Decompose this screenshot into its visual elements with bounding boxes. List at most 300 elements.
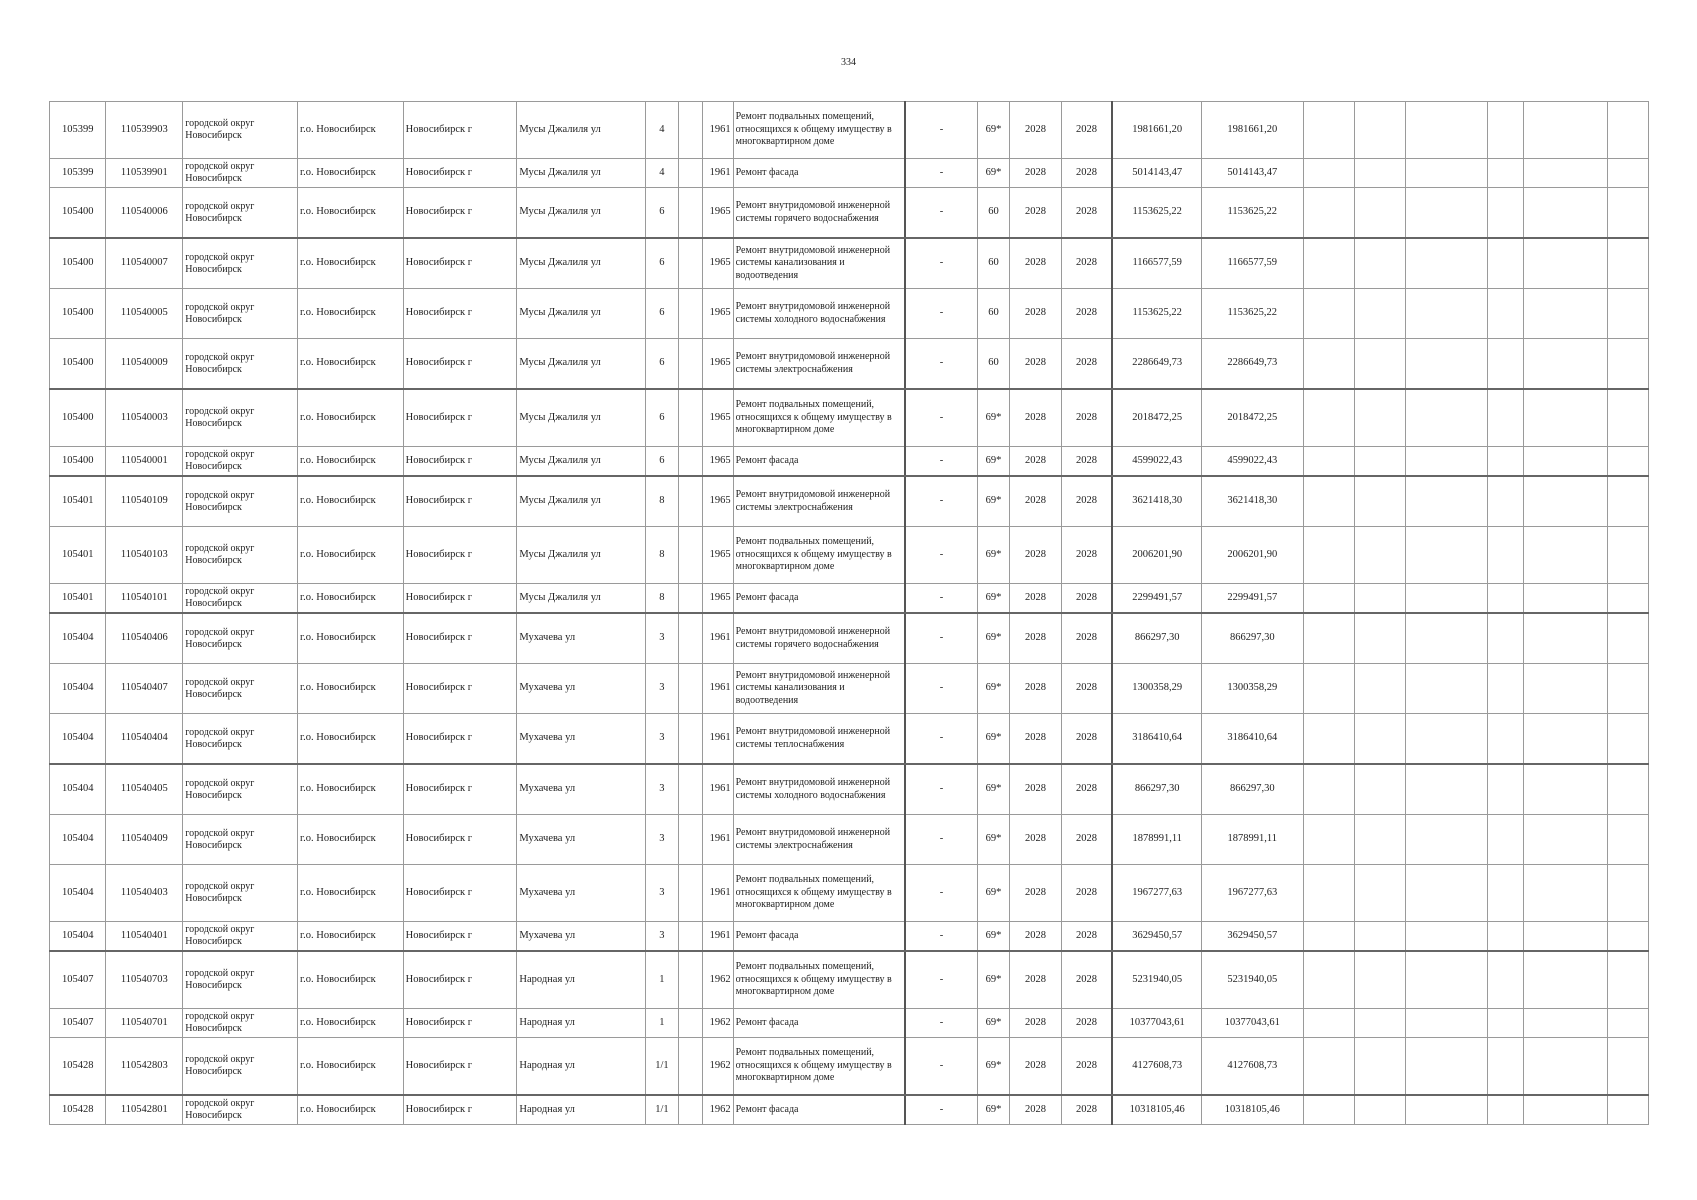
- work-type-cell: Ремонт внутридомовой инженерной системы теплоснабжения: [733, 714, 905, 765]
- municipality-cell: г.о. Новосибирск: [298, 1095, 404, 1125]
- work-type-cell: Ремонт фасада: [733, 1009, 905, 1038]
- empty-cell: [1523, 865, 1607, 922]
- district-cell: городской округ Новосибирск: [183, 584, 298, 614]
- commission-year-cell: 1965: [702, 527, 733, 584]
- building-number-cell: [679, 102, 703, 159]
- empty-cell: [1354, 188, 1405, 239]
- street-cell: Мусы Джалиля ул: [517, 476, 645, 527]
- year-to-cell: 2028: [1061, 951, 1112, 1009]
- object-code-cell: 110540003: [106, 389, 183, 447]
- year-from-cell: 2028: [1010, 476, 1061, 527]
- municipality-cell: г.о. Новосибирск: [298, 527, 404, 584]
- row-id-cell: 105404: [50, 815, 106, 865]
- settlement-cell: Новосибирск г: [403, 476, 517, 527]
- wear-percent-cell: 69*: [977, 159, 1010, 188]
- cost-cell: 866297,30: [1112, 764, 1201, 815]
- empty-cell: [1354, 584, 1405, 614]
- dash-value-cell: -: [905, 1038, 977, 1096]
- object-code-cell: 110540001: [106, 447, 183, 477]
- building-number-cell: [679, 159, 703, 188]
- municipality-cell: г.о. Новосибирск: [298, 1038, 404, 1096]
- year-from-cell: 2028: [1010, 389, 1061, 447]
- street-cell: Мусы Джалиля ул: [517, 389, 645, 447]
- empty-cell: [1523, 613, 1607, 664]
- year-from-cell: 2028: [1010, 613, 1061, 664]
- year-from-cell: 2028: [1010, 922, 1061, 952]
- building-number-cell: [679, 447, 703, 477]
- cost-cell: 2286649,73: [1112, 339, 1201, 390]
- table-row: [50, 584, 1649, 614]
- empty-cell: [1488, 951, 1524, 1009]
- cost-total-cell: 4599022,43: [1202, 447, 1303, 477]
- year-from-cell: 2028: [1010, 188, 1061, 239]
- year-from-cell: 2028: [1010, 865, 1061, 922]
- empty-cell: [1523, 447, 1607, 477]
- object-code-cell: 110540009: [106, 339, 183, 390]
- street-cell: Мусы Джалиля ул: [517, 527, 645, 584]
- wear-percent-cell: 69*: [977, 1038, 1010, 1096]
- empty-cell: [1406, 951, 1488, 1009]
- year-to-cell: 2028: [1061, 613, 1112, 664]
- district-cell: городской округ Новосибирск: [183, 339, 298, 390]
- district-cell: городской округ Новосибирск: [183, 447, 298, 477]
- settlement-cell: Новосибирск г: [403, 447, 517, 477]
- house-number-cell: 6: [645, 447, 679, 477]
- building-number-cell: [679, 951, 703, 1009]
- municipality-cell: г.о. Новосибирск: [298, 815, 404, 865]
- empty-cell: [1406, 339, 1488, 390]
- empty-cell: [1607, 613, 1648, 664]
- wear-percent-cell: 69*: [977, 815, 1010, 865]
- work-type-cell: Ремонт внутридомовой инженерной системы канализования и водоотведения: [733, 664, 905, 714]
- district-cell: городской округ Новосибирск: [183, 527, 298, 584]
- district-cell: городской округ Новосибирск: [183, 764, 298, 815]
- year-to-cell: 2028: [1061, 476, 1112, 527]
- cost-total-cell: 5231940,05: [1202, 951, 1303, 1009]
- empty-cell: [1303, 865, 1354, 922]
- empty-cell: [1303, 289, 1354, 339]
- empty-cell: [1303, 447, 1354, 477]
- house-number-cell: 1/1: [645, 1095, 679, 1125]
- municipality-cell: г.о. Новосибирск: [298, 188, 404, 239]
- year-from-cell: 2028: [1010, 714, 1061, 765]
- table-row: [50, 714, 1649, 765]
- empty-cell: [1354, 1009, 1405, 1038]
- empty-cell: [1406, 1009, 1488, 1038]
- municipality-cell: г.о. Новосибирск: [298, 1009, 404, 1038]
- building-number-cell: [679, 815, 703, 865]
- empty-cell: [1354, 159, 1405, 188]
- empty-cell: [1488, 1009, 1524, 1038]
- year-from-cell: 2028: [1010, 815, 1061, 865]
- wear-percent-cell: 69*: [977, 922, 1010, 952]
- object-code-cell: 110540409: [106, 815, 183, 865]
- row-id-cell: 105404: [50, 764, 106, 815]
- wear-percent-cell: 69*: [977, 389, 1010, 447]
- empty-cell: [1607, 389, 1648, 447]
- year-to-cell: 2028: [1061, 865, 1112, 922]
- work-type-cell: Ремонт внутридомовой инженерной системы горячего водоснабжения: [733, 613, 905, 664]
- empty-cell: [1488, 188, 1524, 239]
- empty-cell: [1607, 865, 1648, 922]
- commission-year-cell: 1965: [702, 289, 733, 339]
- year-to-cell: 2028: [1061, 447, 1112, 477]
- cost-cell: 4127608,73: [1112, 1038, 1201, 1096]
- settlement-cell: Новосибирск г: [403, 1038, 517, 1096]
- wear-percent-cell: 69*: [977, 102, 1010, 159]
- row-id-cell: 105401: [50, 527, 106, 584]
- empty-cell: [1303, 476, 1354, 527]
- table-row: [50, 527, 1649, 584]
- cost-total-cell: 2006201,90: [1202, 527, 1303, 584]
- year-from-cell: 2028: [1010, 527, 1061, 584]
- district-cell: городской округ Новосибирск: [183, 714, 298, 765]
- house-number-cell: 8: [645, 527, 679, 584]
- municipality-cell: г.о. Новосибирск: [298, 764, 404, 815]
- empty-cell: [1354, 714, 1405, 765]
- year-to-cell: 2028: [1061, 714, 1112, 765]
- settlement-cell: Новосибирск г: [403, 102, 517, 159]
- empty-cell: [1354, 476, 1405, 527]
- cost-total-cell: 866297,30: [1202, 613, 1303, 664]
- house-number-cell: 3: [645, 714, 679, 765]
- row-id-cell: 105428: [50, 1095, 106, 1125]
- row-id-cell: 105407: [50, 1009, 106, 1038]
- empty-cell: [1488, 613, 1524, 664]
- dash-value-cell: -: [905, 447, 977, 477]
- dash-value-cell: -: [905, 102, 977, 159]
- wear-percent-cell: 69*: [977, 584, 1010, 614]
- building-number-cell: [679, 476, 703, 527]
- table-row: [50, 865, 1649, 922]
- object-code-cell: 110540006: [106, 188, 183, 239]
- building-number-cell: [679, 664, 703, 714]
- municipality-cell: г.о. Новосибирск: [298, 922, 404, 952]
- table-row: [50, 102, 1649, 159]
- empty-cell: [1523, 922, 1607, 952]
- commission-year-cell: 1962: [702, 1038, 733, 1096]
- street-cell: Мухачева ул: [517, 764, 645, 815]
- street-cell: Мусы Джалиля ул: [517, 339, 645, 390]
- wear-percent-cell: 69*: [977, 476, 1010, 527]
- dash-value-cell: -: [905, 1095, 977, 1125]
- municipality-cell: г.о. Новосибирск: [298, 664, 404, 714]
- wear-percent-cell: 69*: [977, 613, 1010, 664]
- year-to-cell: 2028: [1061, 584, 1112, 614]
- municipality-cell: г.о. Новосибирск: [298, 447, 404, 477]
- settlement-cell: Новосибирск г: [403, 613, 517, 664]
- table-row: [50, 339, 1649, 390]
- settlement-cell: Новосибирск г: [403, 815, 517, 865]
- dash-value-cell: -: [905, 389, 977, 447]
- cost-total-cell: 10318105,46: [1202, 1095, 1303, 1125]
- settlement-cell: Новосибирск г: [403, 289, 517, 339]
- empty-cell: [1607, 447, 1648, 477]
- row-id-cell: 105404: [50, 865, 106, 922]
- work-type-cell: Ремонт фасада: [733, 447, 905, 477]
- empty-cell: [1523, 159, 1607, 188]
- empty-cell: [1488, 289, 1524, 339]
- cost-cell: 3186410,64: [1112, 714, 1201, 765]
- table-row: [50, 1009, 1649, 1038]
- commission-year-cell: 1962: [702, 1095, 733, 1125]
- cost-cell: 10377043,61: [1112, 1009, 1201, 1038]
- house-number-cell: 3: [645, 613, 679, 664]
- cost-cell: 10318105,46: [1112, 1095, 1201, 1125]
- street-cell: Народная ул: [517, 1038, 645, 1096]
- building-number-cell: [679, 584, 703, 614]
- cost-cell: 2006201,90: [1112, 527, 1201, 584]
- row-id-cell: 105401: [50, 476, 106, 527]
- house-number-cell: 8: [645, 476, 679, 527]
- cost-cell: 1153625,22: [1112, 289, 1201, 339]
- empty-cell: [1354, 613, 1405, 664]
- district-cell: городской округ Новосибирск: [183, 951, 298, 1009]
- empty-cell: [1354, 922, 1405, 952]
- cost-cell: 3629450,57: [1112, 922, 1201, 952]
- municipality-cell: г.о. Новосибирск: [298, 339, 404, 390]
- cost-cell: 1878991,11: [1112, 815, 1201, 865]
- table-row: [50, 476, 1649, 527]
- municipality-cell: г.о. Новосибирск: [298, 476, 404, 527]
- object-code-cell: 110540405: [106, 764, 183, 815]
- year-from-cell: 2028: [1010, 1095, 1061, 1125]
- commission-year-cell: 1965: [702, 238, 733, 289]
- wear-percent-cell: 69*: [977, 527, 1010, 584]
- work-type-cell: Ремонт внутридомовой инженерной системы холодного водоснабжения: [733, 289, 905, 339]
- commission-year-cell: 1961: [702, 664, 733, 714]
- year-to-cell: 2028: [1061, 664, 1112, 714]
- object-code-cell: 110542801: [106, 1095, 183, 1125]
- object-code-cell: 110540005: [106, 289, 183, 339]
- house-number-cell: 6: [645, 389, 679, 447]
- empty-cell: [1406, 476, 1488, 527]
- settlement-cell: Новосибирск г: [403, 714, 517, 765]
- empty-cell: [1303, 339, 1354, 390]
- table-row: [50, 447, 1649, 477]
- empty-cell: [1354, 865, 1405, 922]
- street-cell: Народная ул: [517, 1009, 645, 1038]
- settlement-cell: Новосибирск г: [403, 159, 517, 188]
- street-cell: Мухачева ул: [517, 922, 645, 952]
- year-from-cell: 2028: [1010, 1038, 1061, 1096]
- year-from-cell: 2028: [1010, 289, 1061, 339]
- street-cell: Мухачева ул: [517, 714, 645, 765]
- dash-value-cell: -: [905, 339, 977, 390]
- row-id-cell: 105399: [50, 159, 106, 188]
- municipality-cell: г.о. Новосибирск: [298, 389, 404, 447]
- dash-value-cell: -: [905, 714, 977, 765]
- empty-cell: [1303, 1038, 1354, 1096]
- year-to-cell: 2028: [1061, 238, 1112, 289]
- year-from-cell: 2028: [1010, 238, 1061, 289]
- work-type-cell: Ремонт подвальных помещений, относящихся к общему имуществу в многоквартирном доме: [733, 102, 905, 159]
- row-id-cell: 105400: [50, 389, 106, 447]
- empty-cell: [1406, 664, 1488, 714]
- object-code-cell: 110540007: [106, 238, 183, 289]
- year-to-cell: 2028: [1061, 339, 1112, 390]
- cost-total-cell: 1153625,22: [1202, 188, 1303, 239]
- settlement-cell: Новосибирск г: [403, 951, 517, 1009]
- empty-cell: [1607, 102, 1648, 159]
- empty-cell: [1303, 527, 1354, 584]
- empty-cell: [1488, 922, 1524, 952]
- empty-cell: [1303, 951, 1354, 1009]
- year-from-cell: 2028: [1010, 102, 1061, 159]
- empty-cell: [1523, 339, 1607, 390]
- table-row: [50, 1038, 1649, 1096]
- empty-cell: [1406, 238, 1488, 289]
- empty-cell: [1607, 714, 1648, 765]
- street-cell: Мусы Джалиля ул: [517, 188, 645, 239]
- table-row: [50, 922, 1649, 952]
- wear-percent-cell: 69*: [977, 951, 1010, 1009]
- empty-cell: [1488, 865, 1524, 922]
- wear-percent-cell: 60: [977, 339, 1010, 390]
- row-id-cell: 105404: [50, 613, 106, 664]
- wear-percent-cell: 69*: [977, 447, 1010, 477]
- work-type-cell: Ремонт фасада: [733, 159, 905, 188]
- municipality-cell: г.о. Новосибирск: [298, 865, 404, 922]
- building-number-cell: [679, 339, 703, 390]
- empty-cell: [1607, 1009, 1648, 1038]
- street-cell: Мусы Джалиля ул: [517, 159, 645, 188]
- dash-value-cell: -: [905, 664, 977, 714]
- commission-year-cell: 1961: [702, 764, 733, 815]
- empty-cell: [1406, 1038, 1488, 1096]
- commission-year-cell: 1965: [702, 188, 733, 239]
- object-code-cell: 110540407: [106, 664, 183, 714]
- row-id-cell: 105400: [50, 339, 106, 390]
- house-number-cell: 6: [645, 289, 679, 339]
- empty-cell: [1607, 159, 1648, 188]
- empty-cell: [1523, 1095, 1607, 1125]
- empty-cell: [1354, 447, 1405, 477]
- object-code-cell: 110540403: [106, 865, 183, 922]
- dash-value-cell: -: [905, 527, 977, 584]
- street-cell: Мухачева ул: [517, 865, 645, 922]
- commission-year-cell: 1961: [702, 815, 733, 865]
- commission-year-cell: 1965: [702, 476, 733, 527]
- district-cell: городской округ Новосибирск: [183, 922, 298, 952]
- capital-repair-register-table: [49, 101, 1649, 1125]
- work-type-cell: Ремонт фасада: [733, 1095, 905, 1125]
- work-type-cell: Ремонт внутридомовой инженерной системы электроснабжения: [733, 815, 905, 865]
- cost-total-cell: 5014143,47: [1202, 159, 1303, 188]
- building-number-cell: [679, 238, 703, 289]
- building-number-cell: [679, 714, 703, 765]
- year-to-cell: 2028: [1061, 815, 1112, 865]
- cost-cell: 1981661,20: [1112, 102, 1201, 159]
- dash-value-cell: -: [905, 1009, 977, 1038]
- cost-cell: 2018472,25: [1112, 389, 1201, 447]
- empty-cell: [1303, 584, 1354, 614]
- empty-cell: [1488, 102, 1524, 159]
- house-number-cell: 1/1: [645, 1038, 679, 1096]
- table-row: [50, 951, 1649, 1009]
- empty-cell: [1303, 922, 1354, 952]
- empty-cell: [1523, 584, 1607, 614]
- building-number-cell: [679, 865, 703, 922]
- dash-value-cell: -: [905, 613, 977, 664]
- cost-cell: 866297,30: [1112, 613, 1201, 664]
- empty-cell: [1406, 613, 1488, 664]
- empty-cell: [1607, 1038, 1648, 1096]
- cost-total-cell: 10377043,61: [1202, 1009, 1303, 1038]
- building-number-cell: [679, 1009, 703, 1038]
- empty-cell: [1406, 102, 1488, 159]
- empty-cell: [1488, 238, 1524, 289]
- empty-cell: [1523, 714, 1607, 765]
- dash-value-cell: -: [905, 865, 977, 922]
- year-from-cell: 2028: [1010, 447, 1061, 477]
- empty-cell: [1354, 664, 1405, 714]
- house-number-cell: 4: [645, 159, 679, 188]
- empty-cell: [1303, 238, 1354, 289]
- house-number-cell: 3: [645, 922, 679, 952]
- empty-cell: [1607, 188, 1648, 239]
- object-code-cell: 110542803: [106, 1038, 183, 1096]
- empty-cell: [1354, 764, 1405, 815]
- cost-total-cell: 1300358,29: [1202, 664, 1303, 714]
- dash-value-cell: -: [905, 764, 977, 815]
- table-body: [50, 102, 1649, 1125]
- empty-cell: [1354, 339, 1405, 390]
- wear-percent-cell: 69*: [977, 1009, 1010, 1038]
- cost-total-cell: 866297,30: [1202, 764, 1303, 815]
- district-cell: городской округ Новосибирск: [183, 664, 298, 714]
- wear-percent-cell: 69*: [977, 664, 1010, 714]
- table-row: [50, 664, 1649, 714]
- district-cell: городской округ Новосибирск: [183, 865, 298, 922]
- commission-year-cell: 1961: [702, 159, 733, 188]
- object-code-cell: 110540401: [106, 922, 183, 952]
- work-type-cell: Ремонт фасада: [733, 584, 905, 614]
- building-number-cell: [679, 188, 703, 239]
- cost-cell: 3621418,30: [1112, 476, 1201, 527]
- cost-total-cell: 2286649,73: [1202, 339, 1303, 390]
- building-number-cell: [679, 289, 703, 339]
- dash-value-cell: -: [905, 188, 977, 239]
- empty-cell: [1303, 102, 1354, 159]
- empty-cell: [1406, 527, 1488, 584]
- empty-cell: [1303, 1009, 1354, 1038]
- wear-percent-cell: 69*: [977, 865, 1010, 922]
- row-id-cell: 105407: [50, 951, 106, 1009]
- house-number-cell: 6: [645, 339, 679, 390]
- commission-year-cell: 1961: [702, 102, 733, 159]
- empty-cell: [1523, 102, 1607, 159]
- cost-total-cell: 2018472,25: [1202, 389, 1303, 447]
- empty-cell: [1406, 815, 1488, 865]
- settlement-cell: Новосибирск г: [403, 1009, 517, 1038]
- empty-cell: [1406, 1095, 1488, 1125]
- empty-cell: [1607, 527, 1648, 584]
- year-from-cell: 2028: [1010, 339, 1061, 390]
- municipality-cell: г.о. Новосибирск: [298, 289, 404, 339]
- empty-cell: [1488, 389, 1524, 447]
- cost-total-cell: 4127608,73: [1202, 1038, 1303, 1096]
- house-number-cell: 4: [645, 102, 679, 159]
- year-to-cell: 2028: [1061, 922, 1112, 952]
- work-type-cell: Ремонт внутридомовой инженерной системы канализования и водоотведения: [733, 238, 905, 289]
- house-number-cell: 8: [645, 584, 679, 614]
- empty-cell: [1607, 1095, 1648, 1125]
- cost-cell: 4599022,43: [1112, 447, 1201, 477]
- empty-cell: [1354, 289, 1405, 339]
- empty-cell: [1607, 815, 1648, 865]
- object-code-cell: 110540701: [106, 1009, 183, 1038]
